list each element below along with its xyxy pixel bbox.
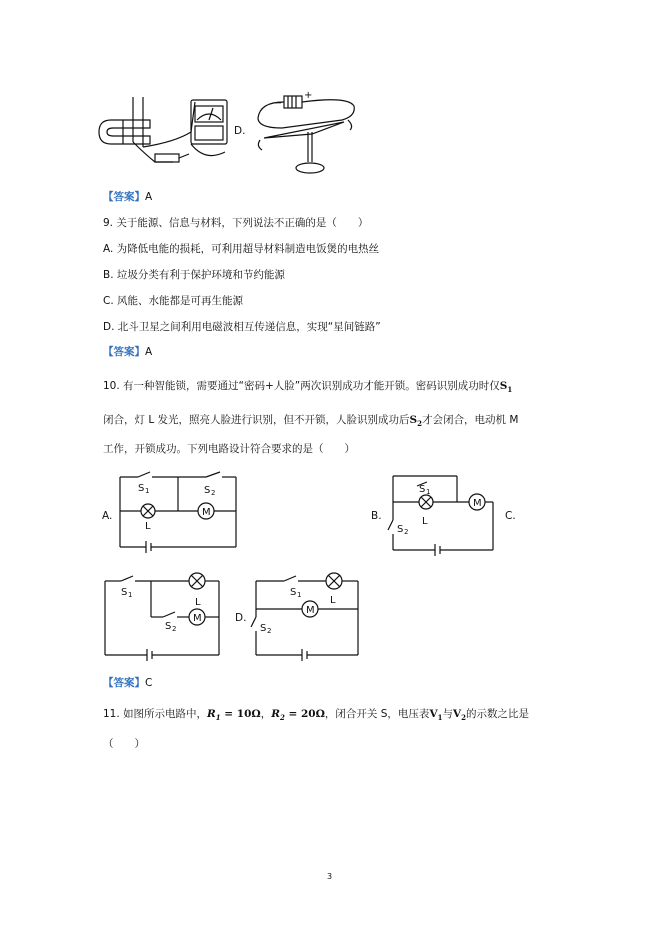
- q11-prefix: 11. 如图所示电路中，: [103, 708, 208, 720]
- svg-text:S: S: [419, 484, 426, 495]
- svg-text:S: S: [260, 623, 267, 634]
- q10-line2-text-b: 才会闭合，电动机 M: [422, 414, 519, 426]
- switch-s1-icon: [284, 576, 296, 581]
- switch-s2-icon: [251, 617, 256, 627]
- q10-option-a-label: A.: [102, 510, 113, 522]
- symbol-v2: $V_2$: [452, 708, 466, 723]
- q11-suffix: 的示数之比是: [466, 708, 529, 720]
- q10-circuit-a: [118, 473, 240, 549]
- rotation-arrow-icon: [258, 140, 262, 150]
- q8-figure-electromagnet-compass: [252, 88, 362, 178]
- symbol-r2: $R_2$: [271, 708, 285, 723]
- symbol-v1: $V_1$: [429, 708, 443, 723]
- symbol-s2: $S_2$: [409, 414, 422, 429]
- q10-option-c-label: C.: [505, 510, 516, 522]
- svg-text:M: M: [306, 605, 315, 616]
- symbol-s1: $S_1$: [499, 380, 513, 395]
- u-magnet-icon: [99, 120, 150, 144]
- svg-text:S: S: [204, 485, 211, 496]
- q10-circuit-c: [103, 577, 223, 659]
- q10-answer: [103, 676, 152, 690]
- coil-icon: [284, 96, 302, 108]
- svg-text:M: M: [473, 498, 482, 509]
- page-number: 3: [327, 872, 333, 881]
- svg-text:2: 2: [172, 625, 177, 633]
- stand-base-icon: [296, 163, 324, 173]
- q10-stem-line1: [103, 379, 512, 397]
- q8-option-d-label: D.: [234, 125, 246, 137]
- svg-text:2: 2: [267, 627, 272, 635]
- answer-value: A: [145, 346, 153, 358]
- switch-base-icon: [155, 154, 179, 162]
- svg-text:S: S: [290, 587, 297, 598]
- svg-text:L: L: [145, 521, 151, 532]
- svg-text:1: 1: [145, 487, 150, 495]
- answer-key-label: 【答案】: [103, 677, 145, 689]
- svg-text:S: S: [397, 524, 404, 535]
- q10-line1-text: 10. 有一种智能锁，需要通过“密码+人脸”两次识别成功才能开锁。密码识别成功时仅: [103, 380, 500, 392]
- svg-text:S: S: [138, 483, 145, 494]
- q10-option-b-label: B.: [371, 510, 382, 522]
- battery-plus-sign: +: [304, 90, 313, 101]
- q10-circuit-b: [389, 474, 495, 552]
- q10-stem-line3: 工作，开锁成功。下列电路设计符合要求的是（ ）: [103, 443, 355, 455]
- svg-text:1: 1: [297, 591, 302, 599]
- q8-answer: [103, 190, 152, 204]
- svg-text:2: 2: [211, 489, 216, 497]
- q9-option-d: D. 北斗卫星之间利用电磁波相互传递信息，实现“星间链路”: [103, 321, 381, 333]
- q9-answer: [103, 345, 152, 359]
- switch-s2-icon: [206, 472, 220, 477]
- q10-circuit-d: [254, 575, 360, 661]
- switch-s1-icon: [138, 472, 150, 477]
- answer-key-label: 【答案】: [103, 346, 145, 358]
- svg-text:1: 1: [128, 591, 133, 599]
- q10-line2-text-a: 闭合，灯 L 发光，照亮人脸进行识别，但不开锁，人脸识别成功后: [103, 414, 410, 426]
- q11-stem: 11. 如图所示电路中，$R_1 = 10\Omega$，$R_2 = 20\Omega$，闭合开关 S，电压表$V_1$与$V_2$的示数之比是: [103, 708, 529, 723]
- compass-needle-icon: [264, 122, 344, 138]
- svg-text:2: 2: [404, 528, 409, 536]
- q9-stem: 9. 关于能源、信息与材料，下列说法不正确的是（ ）: [103, 217, 369, 229]
- q10-option-d-label: D.: [235, 612, 247, 624]
- q8-figure-magnet-galvanometer: [95, 92, 230, 172]
- answer-value: A: [145, 191, 153, 203]
- svg-text:L: L: [195, 597, 201, 608]
- svg-text:M: M: [193, 613, 202, 624]
- q10-stem-line2: [103, 413, 518, 431]
- switch-s2-icon: [388, 520, 393, 530]
- q9-option-c: C. 风能、水能都是可再生能源: [103, 295, 244, 307]
- svg-text:S: S: [165, 621, 172, 632]
- svg-text:M: M: [202, 507, 211, 518]
- answer-value: C: [145, 677, 153, 689]
- r2-value: = 20Ω: [284, 708, 325, 720]
- r1-value: = 10Ω: [220, 708, 261, 720]
- switch-s2-icon: [163, 612, 175, 617]
- svg-text:L: L: [330, 595, 336, 606]
- q9-option-a: A. 为降低电能的损耗，可利用超导材料制造电饭煲的电热丝: [103, 243, 380, 255]
- symbol-r1: $R_1$: [207, 708, 221, 723]
- q9-option-b: B. 垃圾分类有利于保护环境和节约能源: [103, 269, 285, 281]
- svg-text:S: S: [121, 587, 128, 598]
- svg-text:L: L: [422, 516, 428, 527]
- answer-key-label: 【答案】: [103, 191, 145, 203]
- q11-blank: （ ）: [103, 738, 145, 750]
- battery-minus-sign: −: [274, 98, 283, 109]
- svg-text:1: 1: [426, 488, 431, 496]
- q11-mid-text: ，闭合开关 S，电压表: [324, 708, 430, 720]
- switch-s1-icon: [121, 576, 133, 581]
